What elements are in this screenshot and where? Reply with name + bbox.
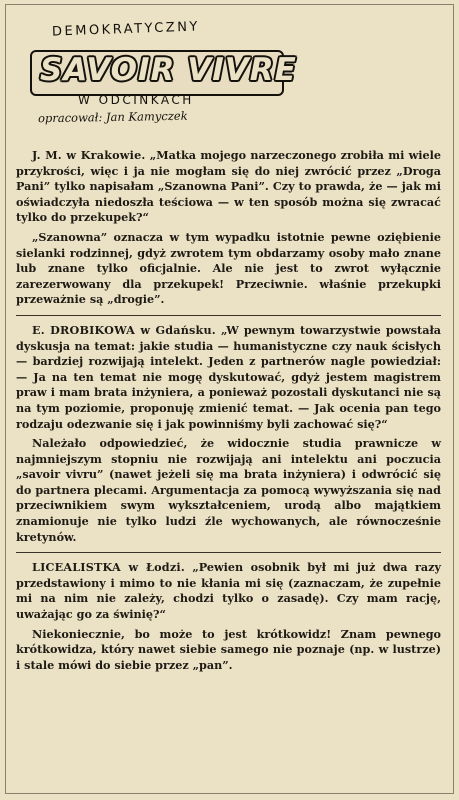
letter-answer: Niekoniecznie, bo może to jest krótkowidz! Znam pewnego krótkowidza, który nawet siebie samego nie poznaje (np. w lustrze) i stale mówi do siebie przez „pan”. — [16, 626, 441, 672]
masthead-title: SAVOIR VIVRE — [40, 52, 297, 88]
masthead-author: opracował: Jan Kamyczek — [37, 108, 188, 126]
letter-question-text: „Matka mojego narzeczonego zrobiła mi wiele przykrości, więc i ja nie mogłam się do niej zwrócić przez „Droga Pani” tylko napisałam „Szanowna Pani”. Czy to prawda, że — jak mi oświadczyła niedoszła teściowa — w ten sposób można się zwracać tylko do przekupek?“ — [16, 148, 441, 225]
letter-question — [16, 323, 441, 432]
separator-rule — [16, 552, 441, 553]
letter-3 — [16, 560, 441, 673]
separator-rule — [16, 315, 441, 316]
masthead-subtitle: W ODCINKACH — [78, 93, 194, 107]
masthead-top-line: DEMOKRATYCZNY — [51, 19, 201, 40]
letter-question — [16, 148, 441, 226]
letter-question — [16, 560, 441, 622]
letter-signature: LICEALISTKA w Łodzi. — [32, 560, 185, 575]
column-masthead — [0, 0, 459, 135]
letter-signature: J. M. w Krakowie. — [32, 148, 146, 162]
letters-column — [16, 148, 441, 673]
letter-2 — [16, 323, 441, 545]
letter-signature: E. DROBIKOWA w Gdańsku. — [32, 322, 216, 337]
letter-1 — [16, 148, 441, 308]
letter-question-text: „Pewien osobnik był mi już dwa razy przedstawiony i mimo to nie kłania mi się (zaznaczam, że zupełnie mi na nim nie zależy, chodzi tylko o zasadę). Czy mam rację, uważając go za świnię?“ — [16, 560, 441, 622]
letter-answer: „Szanowna” oznacza w tym wypadku istotnie pewne oziębienie sielanki rodzinnej, gdyż zwrotem tym obdarzamy osoby mało znane lub znane tylko oficjalnie. Ale nie jest to zwrot wyłącznie zarezerwowany dla przekupek! Przeciwnie. właśnie przekupki przeważnie są „drogie”. — [16, 229, 441, 307]
letter-answer: Należało odpowiedzieć, że widocznie studia prawnicze w najmniejszym stopniu nie rozwijają ani intelektu ani poczucia „savoir vivru” (nawet jeżeli się ma brata inżyniera) i odwrócić się do partnera plecami. Argumentacja za pomocą wywyższania się nad przeciwnikiem swym wykształceniem, urodą albo majątkiem znamionuje nie tylko ludzi źle wychowanych, ale równocześnie kretynów. — [16, 436, 441, 544]
letter-question-text: „W pewnym towarzystwie powstała dyskusja na temat: jakie studia — humanistyczne czy nauk ścisłych — bardziej rozwijają intelekt. Jeden z partnerów nagle powiedział: — Ja na ten temat nie mogę dyskutować, gdyż jestem magistrem praw i mam brata inżyniera, a ponieważ pozostali dyskutanci nie są na tym poziomie, proponuję zmienić temat. — Jak ocenia pan tego rodzaju odezwanie się i jak powinniśmy byli zachować się?“ — [16, 322, 441, 431]
